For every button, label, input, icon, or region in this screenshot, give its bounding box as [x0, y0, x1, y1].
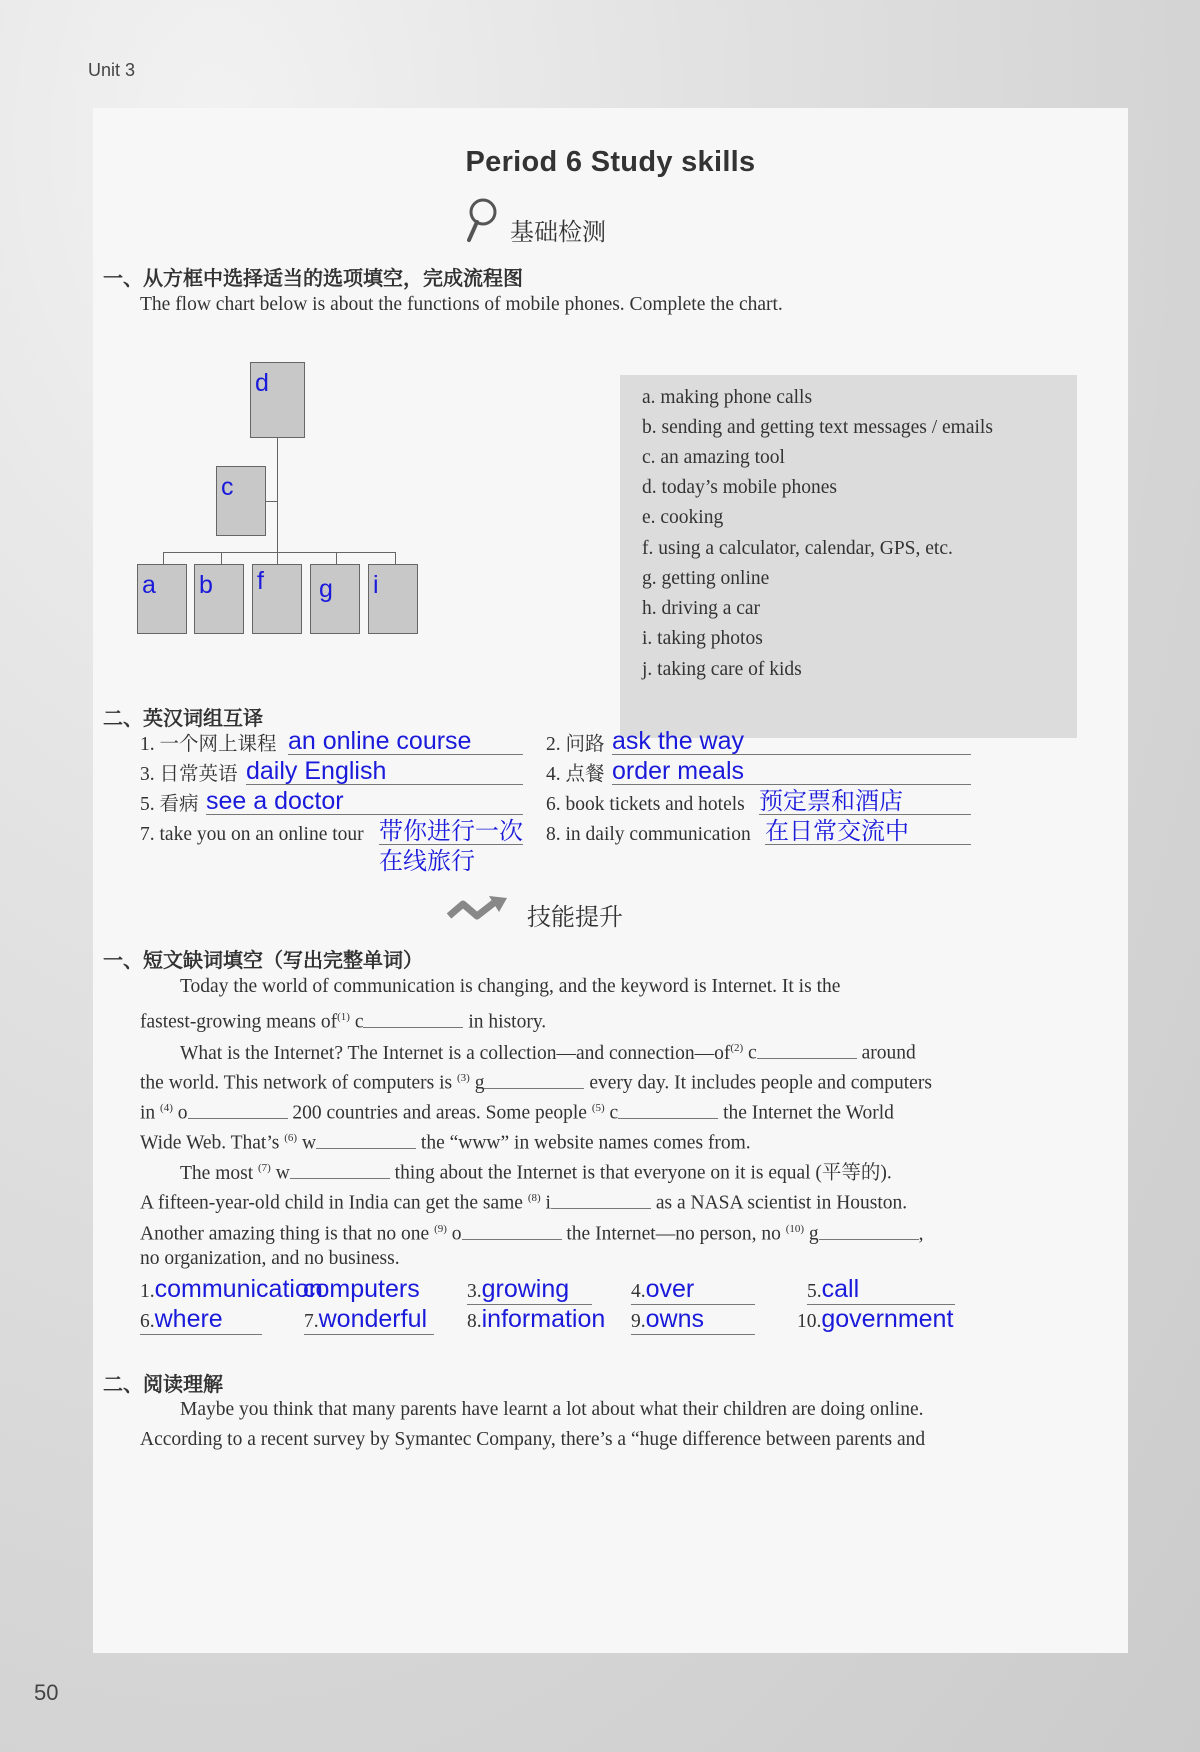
passage-line: What is the Internet? The Internet is a collection—and $connection—of^{(2)}$ c around	[140, 1033, 1020, 1069]
page-title: Period 6 Study skills	[465, 146, 756, 178]
unit-label: Unit 3	[88, 60, 136, 80]
part1-heading: 一、从方框中选择适当的选项填空，完成流程图	[103, 266, 523, 290]
passage-line: The most $^{(7)}$ w thing about the Internet is that everyone on it is equal (平等的).	[140, 1153, 1020, 1189]
flow-node-top: d	[250, 362, 305, 438]
options-box	[620, 375, 1077, 738]
translation-item-2: 2. 问路 ask the way	[546, 730, 971, 756]
connector-line	[277, 438, 278, 566]
answer-1: 1.communication	[140, 1275, 323, 1303]
passage-line: Another amazing thing is that no one $^{(9)}$ o the Internet—no person, no $^{(10)}$ g ,	[140, 1214, 1020, 1250]
answer-9: 9.owns	[631, 1304, 755, 1335]
flow-node-middle: c	[216, 466, 266, 536]
translation-item-4: 4. 点餐 order meals	[546, 760, 971, 786]
section-skill-title: 技能提升	[527, 903, 623, 931]
passage-line: no organization, and no business.	[140, 1248, 400, 1269]
connector-line	[336, 552, 337, 564]
flow-node-leaf-5: i	[368, 564, 418, 634]
connector-line	[221, 552, 222, 564]
translation-item-1: 1. 一个网上课程 an online course	[140, 730, 523, 756]
reading-line: Maybe you think that many parents have learnt a lot about what their children are doing online.	[180, 1399, 924, 1420]
answer-2: computers	[303, 1275, 420, 1303]
option-item: d. today’s mobile phones	[642, 477, 837, 498]
translation-item-7: 7. take you on an online tour 带你进行一次 在线旅行	[140, 817, 523, 875]
answer-3: 3.growing	[467, 1274, 592, 1305]
option-item: h. driving a car	[642, 598, 761, 619]
answer-8: 8.information	[467, 1305, 606, 1333]
part1-instruction: The flow chart below is about the functions of mobile phones. Complete the chart.	[140, 294, 783, 315]
option-item: a. making phone calls	[642, 387, 813, 408]
translation-item-3: 3. 日常英语 daily English	[140, 760, 523, 786]
flow-node-leaf-2: b	[194, 564, 244, 634]
option-item: j. taking care of kids	[642, 659, 802, 680]
answer-6: 6.where	[140, 1304, 262, 1335]
page-number: 50	[34, 1680, 59, 1705]
passage-line: in $^{(4)}$ o 200 countries and areas. Some people $^{(5)}$ c the Internet the World	[140, 1093, 1020, 1129]
section-basic-title: 基础检测	[510, 218, 606, 246]
passage-line: A fifteen-year-old child in India can get the same $^{(8)}$ i as a NASA scientist in Houston.	[140, 1183, 1020, 1219]
passage-line: the world. This network of computers is $^{(3)}$ g every day. It includes people and computers	[140, 1063, 1020, 1099]
passage-line: Today the world of communication is changing, and the keyword is Internet. It is the	[180, 976, 841, 997]
option-item: e. cooking	[642, 507, 724, 528]
trend-up-icon	[445, 896, 511, 931]
magnifier-icon	[465, 196, 499, 249]
option-item: b. sending and getting text messages / emails	[642, 417, 993, 438]
answer-5: 5.call	[807, 1274, 955, 1305]
option-item: c. an amazing tool	[642, 447, 785, 468]
connector-line	[163, 552, 395, 553]
translation-item-8: 8. in daily communication 在日常交流中	[546, 820, 971, 846]
cloze-heading: 一、短文缺词填空（写出完整单词）	[103, 948, 423, 972]
passage-line: fastest-growing means $of^{(1)}$ c in history.	[140, 1002, 1020, 1038]
connector-line	[395, 552, 396, 564]
flow-node-leaf-4: g	[310, 564, 360, 634]
option-item: g. getting online	[642, 568, 770, 589]
reading-line: According to a recent survey by Symantec Company, there’s a “huge difference between parents and	[140, 1429, 926, 1450]
option-item: i. taking photos	[642, 628, 763, 649]
translation-item-5: 5. 看病 see a doctor	[140, 790, 523, 816]
translation-item-6: 6. book tickets and hotels 预定票和酒店	[546, 790, 971, 816]
connector-line	[163, 552, 164, 564]
answer-4: 4.over	[631, 1274, 755, 1305]
flow-node-leaf-1: a	[137, 564, 187, 634]
passage-line: Wide Web. That’s $^{(6)}$ w the “www” in website names comes from.	[140, 1123, 1020, 1159]
answer-10: 10.government	[797, 1305, 954, 1333]
page-sheet	[93, 108, 1128, 1653]
connector-line	[266, 501, 277, 502]
flow-node-leaf-3: f	[252, 564, 302, 634]
option-item: f. using a calculator, calendar, GPS, etc.	[642, 538, 953, 559]
reading-heading: 二、阅读理解	[103, 1372, 223, 1396]
answer-7: 7.wonderful	[304, 1304, 434, 1335]
part2-heading: 二、英汉词组互译	[103, 706, 263, 730]
